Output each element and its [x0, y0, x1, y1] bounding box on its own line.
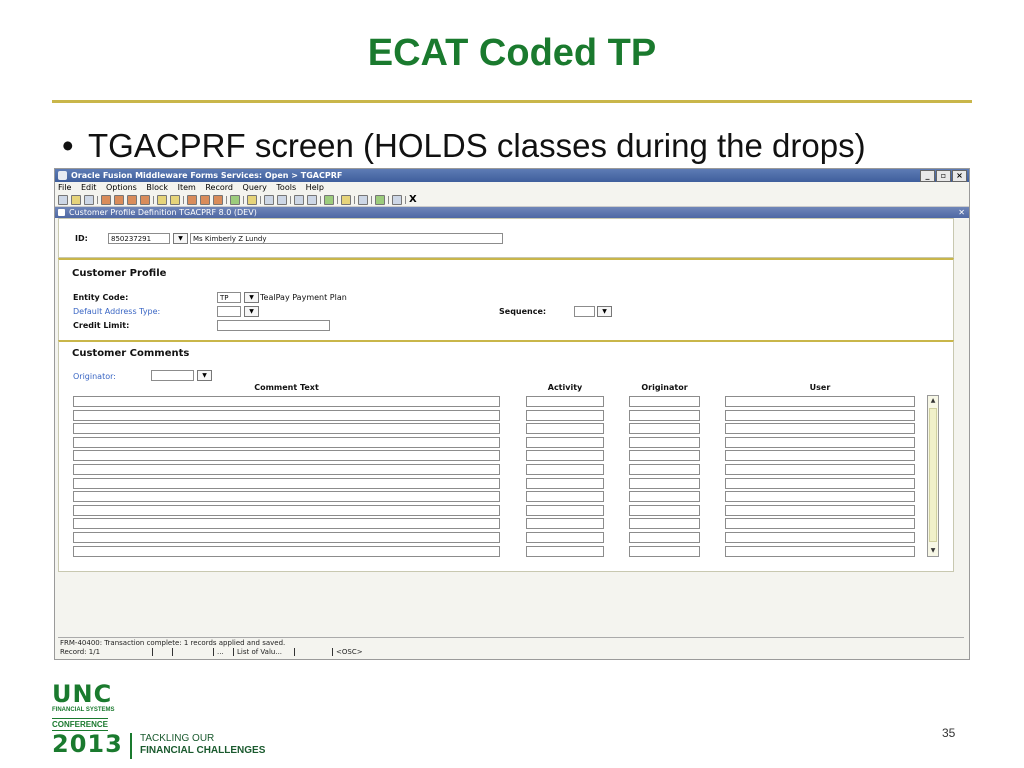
originator-cell[interactable] [629, 437, 700, 448]
window-title: Oracle Fusion Middleware Forms Services: Open > TGACPRF [71, 171, 343, 180]
user-cell[interactable] [725, 437, 915, 448]
activity-cell[interactable] [526, 505, 604, 516]
rollback-icon[interactable] [71, 195, 81, 205]
navigation-back-icon[interactable] [324, 195, 334, 205]
menu-block[interactable]: Block [146, 183, 169, 192]
user-cell[interactable] [725, 532, 915, 543]
logo-divider [130, 733, 132, 759]
bullet-text: TGACPRF screen (HOLDS classes during the drops) [88, 127, 866, 164]
toolbar [55, 194, 969, 207]
originator-cell[interactable] [629, 491, 700, 502]
column-header-originator: Originator [641, 383, 688, 392]
status-message: FRM-40400: Transaction complete: 1 records applied and saved. [60, 639, 286, 647]
originator-cell[interactable] [629, 546, 700, 557]
toolbar-separator [354, 196, 355, 204]
oracle-forms-window [54, 168, 970, 660]
comment-text-cell[interactable] [73, 423, 500, 434]
user-cell[interactable] [725, 423, 915, 434]
status-list-of-values: List of Valu... [233, 648, 282, 656]
toolbar-separator [153, 196, 154, 204]
activity-cell[interactable] [526, 410, 604, 421]
delete-record-icon[interactable] [200, 195, 210, 205]
sequence-field[interactable] [574, 306, 595, 317]
scroll-thumb[interactable] [929, 408, 937, 542]
toolbar-separator [290, 196, 291, 204]
status-segment [172, 648, 176, 656]
minimize-button[interactable]: _ [920, 170, 935, 182]
form-icon [58, 209, 65, 216]
activity-cell[interactable] [526, 491, 604, 502]
customer-comments-section [58, 340, 954, 572]
originator-cell[interactable] [629, 505, 700, 516]
user-cell[interactable] [725, 546, 915, 557]
menu-tools[interactable]: Tools [276, 183, 297, 192]
user-cell[interactable] [725, 491, 915, 502]
logo-conference: CONFERENCE [52, 720, 109, 729]
column-header-comment-text: Comment Text [254, 383, 319, 392]
status-bar [58, 637, 964, 658]
activity-cell[interactable] [526, 464, 604, 475]
entity-code-field[interactable]: TP [217, 292, 241, 303]
user-cell[interactable] [725, 410, 915, 421]
print-icon[interactable] [84, 195, 94, 205]
originator-field[interactable] [151, 370, 194, 381]
form-title: Customer Profile Definition TGACPRF 8.0 (DEV) [69, 208, 257, 217]
comment-text-cell[interactable] [73, 437, 500, 448]
originator-dropdown[interactable]: ▼ [197, 370, 212, 381]
id-label: ID: [75, 234, 88, 243]
window-titlebar [55, 169, 969, 182]
column-header-user: User [809, 383, 831, 392]
activity-cell[interactable] [526, 437, 604, 448]
originator-cell[interactable] [629, 450, 700, 461]
search-icon[interactable] [230, 195, 240, 205]
customer-profile-section [58, 258, 954, 342]
comment-text-cell[interactable] [73, 491, 500, 502]
activity-cell[interactable] [526, 546, 604, 557]
menu-options[interactable]: Options [105, 183, 137, 192]
form-close-icon[interactable]: ✕ [958, 208, 965, 217]
credit-limit-field[interactable] [217, 320, 330, 331]
comment-text-cell[interactable] [73, 410, 500, 421]
entity-code-dropdown[interactable]: ▼ [244, 292, 259, 303]
form-titlebar [55, 207, 969, 218]
menu-query[interactable]: Query [242, 183, 267, 192]
page-number: 35 [942, 726, 956, 740]
menu-item[interactable]: Item [177, 183, 196, 192]
default-address-type-field[interactable] [217, 306, 241, 317]
menu-help[interactable]: Help [305, 183, 324, 192]
menu-edit[interactable]: Edit [80, 183, 97, 192]
activity-cell[interactable] [526, 450, 604, 461]
toolbar-separator [320, 196, 321, 204]
originator-cell[interactable] [629, 518, 700, 529]
list-of-values-icon[interactable] [247, 195, 257, 205]
logo-unc: UNC [52, 680, 113, 708]
enter-query-icon[interactable] [157, 195, 167, 205]
tagline-line-2: FINANCIAL CHALLENGES [140, 745, 266, 756]
toolbar-separator [388, 196, 389, 204]
insert-record-icon[interactable] [187, 195, 197, 205]
toolbar-separator [337, 196, 338, 204]
options-icon[interactable] [307, 195, 317, 205]
info-icon[interactable] [392, 195, 402, 205]
menu-bar [55, 182, 969, 194]
status-segment [294, 648, 298, 656]
slide-title: ECAT Coded TP [367, 32, 657, 74]
comment-text-cell[interactable] [73, 450, 500, 461]
scroll-down-icon[interactable]: ▼ [930, 547, 936, 554]
save-icon[interactable] [58, 195, 68, 205]
record-indicator: Record: 1/1 [60, 648, 101, 656]
help-icon[interactable] [375, 195, 385, 205]
originator-cell[interactable] [629, 478, 700, 489]
exit-icon[interactable]: X [409, 194, 417, 205]
execute-query-icon[interactable] [170, 195, 180, 205]
customer-profile-heading: Customer Profile [72, 268, 167, 279]
logo-financial-systems: FINANCIAL SYSTEMS [52, 707, 115, 713]
toolbar-separator [243, 196, 244, 204]
originator-cell[interactable] [629, 532, 700, 543]
user-cell[interactable] [725, 478, 915, 489]
user-cell[interactable] [725, 450, 915, 461]
originator-column [629, 396, 700, 559]
key-block [58, 218, 954, 258]
comment-text-cell[interactable] [73, 396, 500, 407]
toolbar-separator [371, 196, 372, 204]
user-cell[interactable] [725, 396, 915, 407]
originator-cell[interactable] [629, 396, 700, 407]
originator-cell[interactable] [629, 423, 700, 434]
scroll-up-icon[interactable]: ▲ [930, 397, 936, 404]
toolbar-separator [183, 196, 184, 204]
activity-cell[interactable] [526, 423, 604, 434]
comment-text-cell[interactable] [73, 478, 500, 489]
sequence-label: Sequence: [499, 307, 547, 316]
user-cell[interactable] [725, 505, 915, 516]
comment-text-column [73, 396, 500, 559]
originator-cell[interactable] [629, 464, 700, 475]
toolbar-separator [226, 196, 227, 204]
java-icon [58, 171, 67, 180]
activity-cell[interactable] [526, 396, 604, 407]
user-cell[interactable] [725, 518, 915, 529]
credit-limit-label: Credit Limit: [73, 321, 130, 330]
comments-scrollbar[interactable] [927, 395, 939, 557]
zoom-icon[interactable] [264, 195, 274, 205]
activity-cell[interactable] [526, 532, 604, 543]
logo-year: 2013 [52, 730, 123, 758]
bookmark-icon[interactable] [341, 195, 351, 205]
entity-code-label: Entity Code: [73, 293, 129, 302]
tagline-line-1: TACKLING OUR [140, 733, 215, 744]
close-button[interactable]: × [952, 170, 967, 182]
default-address-type-dropdown[interactable]: ▼ [244, 306, 259, 317]
previous-record-icon[interactable] [127, 195, 137, 205]
customer-comments-heading: Customer Comments [72, 348, 190, 359]
toolbar-separator [405, 196, 406, 204]
entity-code-description: TealPay Payment Plan [260, 293, 347, 302]
title-divider [52, 100, 972, 103]
user-cell[interactable] [725, 464, 915, 475]
activity-column [526, 396, 604, 559]
restore-button[interactable]: ▫ [936, 170, 951, 182]
toolbar-separator [97, 196, 98, 204]
activity-cell[interactable] [526, 478, 604, 489]
comment-text-cell[interactable] [73, 532, 500, 543]
comment-text-cell[interactable] [73, 546, 500, 557]
originator-label: Originator: [73, 372, 116, 381]
extra-icon[interactable] [277, 195, 287, 205]
comment-text-cell[interactable] [73, 464, 500, 475]
originator-cell[interactable] [629, 410, 700, 421]
activity-cell[interactable] [526, 518, 604, 529]
status-osc: <OSC> [332, 648, 363, 656]
id-search-dropdown[interactable]: ▼ [173, 233, 188, 244]
next-record-icon[interactable] [140, 195, 150, 205]
customer-name-field[interactable]: Ms Kimberly Z Lundy [190, 233, 503, 244]
sequence-dropdown[interactable]: ▼ [597, 306, 612, 317]
previous-block-icon[interactable] [101, 195, 111, 205]
comment-text-cell[interactable] [73, 505, 500, 516]
menu-file[interactable]: File [58, 183, 72, 192]
comment-text-cell[interactable] [73, 518, 500, 529]
id-field[interactable]: 850237291 [108, 233, 170, 244]
status-ellipsis: ... [213, 648, 224, 656]
conference-logo [52, 680, 292, 760]
attachment-icon[interactable] [294, 195, 304, 205]
default-address-type-label: Default Address Type: [73, 307, 161, 316]
bullet-icon: • [62, 127, 74, 164]
next-block-icon[interactable] [114, 195, 124, 205]
printer-icon[interactable] [358, 195, 368, 205]
status-segment [152, 648, 156, 656]
bullet-point [62, 127, 866, 165]
toolbar-separator [260, 196, 261, 204]
user-column [725, 396, 915, 559]
remove-record-icon[interactable] [213, 195, 223, 205]
column-header-activity: Activity [547, 383, 583, 392]
menu-record[interactable]: Record [205, 183, 233, 192]
